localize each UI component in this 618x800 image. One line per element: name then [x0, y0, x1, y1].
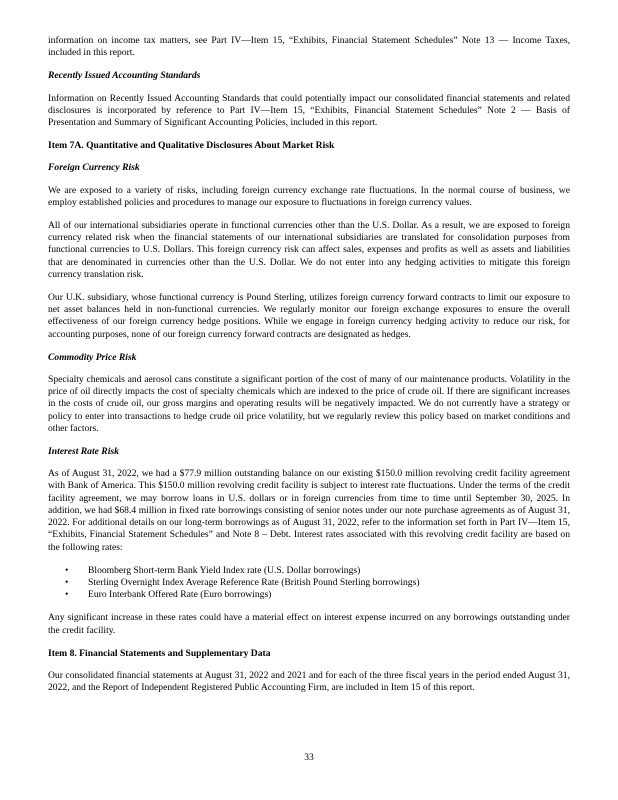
commodity-heading: Commodity Price Risk	[48, 351, 137, 363]
foreign-currency-heading: Foreign Currency Risk	[48, 162, 140, 174]
intro-paragraph: information on income tax matters, see Part IV—Item 15, “Exhibits, Financial Statement Schedules” Note 13 — Income Taxes, included in this report.	[48, 35, 570, 59]
bullet-icon: •	[65, 576, 69, 588]
rates-list	[48, 565, 570, 602]
interest-rate-heading: Interest Rate Risk	[48, 446, 119, 458]
bullet-icon: •	[65, 589, 69, 601]
item-8-paragraph: Our consolidated financial statements at August 31, 2022 and 2021 and for each of the three fiscal years in the period ended August 31, 2022, and the Report of Independent Registered Public Accounting Firm, are included in Item 15 of this report.	[48, 669, 570, 694]
recent-standards-paragraph: Information on Recently Issued Accounting Standards that could potentially impact our consolidated financial statements and related disclosures is incorporated by reference to Part IV—Item 15, “Exhibits, Financial Statement Schedules” Note 2 — Basis of Presentation and Summary of Significant Accounting Policies, included in this report.	[48, 92, 570, 129]
recent-standards-heading: Recently Issued Accounting Standards	[48, 70, 201, 82]
rate-text: Euro Interbank Offered Rate (Euro borrowings)	[88, 589, 272, 601]
item-8-heading: Item 8. Financial Statements and Supplementary Data	[48, 647, 271, 659]
commodity-paragraph: Specialty chemicals and aerosol cans constitute a significant portion of the cost of many of our maintenance products. Volatility in the price of oil directly impacts the cost of specialty chemicals which are indexed to the price of crude oil. If there are significant increases in the costs of crude oil, our gross margins and operating results will be negatively impacted. We do not currently have a strategy or policy to enter into transactions to hedge crude oil price volatility, but we regularly review this policy based on market conditions and other factors.	[48, 374, 570, 434]
rate-text: Sterling Overnight Index Average Reference Rate (British Pound Sterling borrowings)	[88, 576, 420, 588]
interest-rate-closing: Any significant increase in these rates could have a material effect on interest expense incurred on any borrowings outstanding under the credit facility.	[48, 612, 570, 636]
list-item	[65, 564, 570, 577]
list-item	[65, 589, 570, 601]
rate-text: Bloomberg Short-term Bank Yield Index rate (U.S. Dollar borrowings)	[88, 564, 361, 576]
item-7a-heading: Item 7A. Quantitative and Qualitative Disclosures About Market Risk	[48, 140, 335, 152]
foreign-currency-paragraph: Our U.K. subsidiary, whose functional currency is Pound Sterling, utilizes foreign currency forward contracts to limit our exposure to net asset balances held in non-functional currencies. We regularly monitor our foreign exchange exposures to ensure the overall effectiveness of our foreign currency hedge positions. While we engage in foreign currency hedging activity to reduce our risk, for accounting purposes, none of our foreign currency forward contracts are designated as hedges.	[48, 292, 570, 340]
foreign-currency-paragraph: All of our international subsidiaries operate in functional currencies other than the U.S. Dollar. As a result, we are exposed to foreign currency related risk when the financial statements of our international subsidiaries are translated for consolidation purposes from functional currencies to U.S. Dollars. This foreign currency risk can affect sales, expenses and profits as well as assets and liabilities that are denominated in currencies other than the U.S. Dollar. We do not enter into any hedging activities to mitigate this foreign currency translation risk.	[48, 220, 570, 280]
foreign-currency-paragraph: We are exposed to a variety of risks, including foreign currency exchange rate fluctuations. In the normal course of business, we employ established policies and procedures to manage our exposure to fluctuations in foreign currency values.	[48, 184, 570, 208]
bullet-icon: •	[65, 564, 69, 576]
interest-rate-paragraph: As of August 31, 2022, we had a $77.9 million outstanding balance on our existing $150.0 million revolving credit facility agreement with Bank of America. This $150.0 million revolving credit facility is subject to interest rate fluctuations. Under the terms of the credit facility agreement, we may borrow loans in U.S. dollars or in foreign currencies from time to time until September 30, 2025. In addition, we had $68.4 million in fixed rate borrowings consisting of senior notes under our note purchase agreements as of August 31, 2022. For additional details on our long-term borrowings as of August 31, 2022, refer to the information set forth in Part IV—Item 15, “Exhibits, Financial Statement Schedules” and Note 8 – Debt. Interest rates associated with this revolving credit facility are based on the following rates:	[48, 468, 570, 553]
list-item	[65, 576, 570, 589]
page-number: 33	[304, 752, 314, 763]
